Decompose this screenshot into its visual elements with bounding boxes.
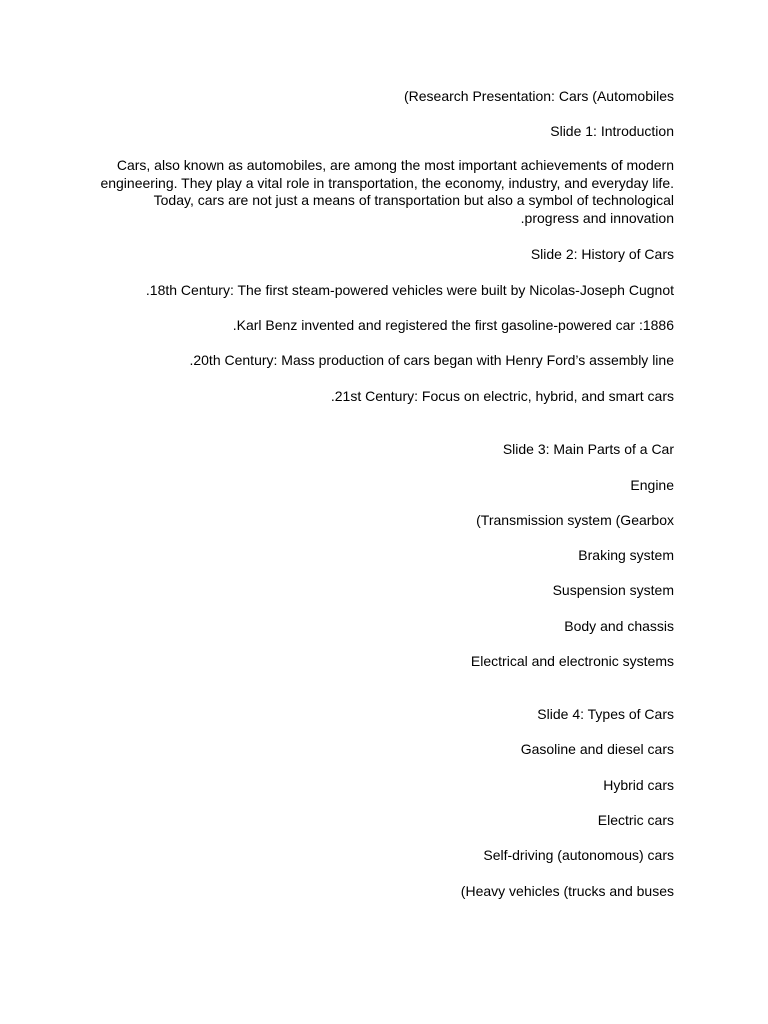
list-item: Suspension system — [552, 582, 674, 598]
list-item: .21st Century: Focus on electric, hybrid, and smart cars — [330, 388, 674, 404]
list-item: Engine — [630, 477, 674, 493]
document-title: (Research Presentation: Cars (Automobiles — [403, 88, 674, 104]
slide3-heading: Slide 3: Main Parts of a Car — [502, 441, 674, 457]
list-item: .Karl Benz invented and registered the first gasoline-powered car :1886 — [232, 317, 674, 333]
slide2-heading: Slide 2: History of Cars — [530, 246, 674, 262]
slide4-heading: Slide 4: Types of Cars — [537, 706, 674, 722]
list-item: Braking system — [578, 547, 674, 563]
paragraph-line: Cars, also known as automobiles, are among the most important achievements of modern — [116, 157, 674, 173]
paragraph-line: engineering. They play a vital role in transportation, the economy, industry, and everyday life. — [100, 174, 674, 191]
list-item: (Transmission system (Gearbox — [476, 512, 674, 528]
list-item: Hybrid cars — [603, 777, 674, 793]
list-item: Electrical and electronic systems — [470, 653, 674, 669]
list-item: Electric cars — [597, 812, 674, 828]
paragraph-line: .progress and innovation — [520, 209, 674, 226]
list-item: Gasoline and diesel cars — [520, 741, 674, 757]
list-item: Body and chassis — [564, 618, 674, 634]
slide1-paragraph — [84, 157, 674, 227]
list-item: .18th Century: The first steam-powered vehicles were built by Nicolas-Joseph Cugnot — [145, 282, 674, 298]
list-item: .20th Century: Mass production of cars began with Henry Ford’s assembly line — [189, 352, 674, 368]
list-item: (Heavy vehicles (trucks and buses — [460, 883, 674, 899]
slide1-heading: Slide 1: Introduction — [550, 123, 674, 139]
list-item: Self-driving (autonomous) cars — [483, 847, 674, 863]
paragraph-line: Today, cars are not just a means of transportation but also a symbol of technological — [153, 192, 674, 208]
